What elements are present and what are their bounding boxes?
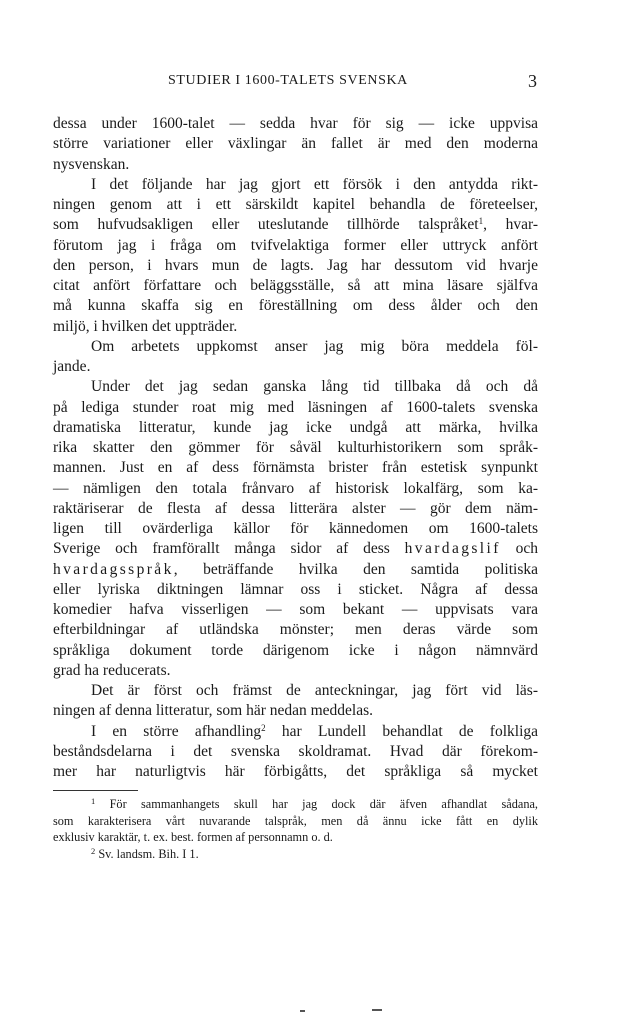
text-line: den person, i hvars mun de lagts. Jag har dessutom vid hvarje	[53, 256, 538, 274]
text-line: komedier hafva visserligen — som bekant — uppvisats vara	[53, 601, 538, 618]
footnote-line: exklusiv karaktär, t. ex. best. formen af personnamn o. d.	[53, 830, 333, 845]
text-span: , hvar-	[483, 216, 538, 234]
running-title: STUDIER I 1600-TALETS SVENSKA	[168, 73, 408, 88]
text-line	[53, 539, 538, 559]
footnote-divider	[53, 790, 138, 791]
text-line: Om arbetets uppkomst anser jag mig böra meddela föl-	[91, 337, 538, 355]
text-line: miljö, i hvilken det uppträder.	[53, 317, 238, 335]
text-span: I en större afhandling	[91, 722, 262, 740]
text-line: I det följande har jag gjort ett försök i den antydda rikt-	[91, 175, 538, 193]
footnote-marker: 1	[91, 796, 96, 806]
footnotes	[53, 796, 538, 862]
spaced-emphasis: hvardagsspråk	[53, 560, 174, 578]
footnote-text: För sammanhangets skull har jag dock där äfven afhandlat sådana,	[109, 797, 539, 811]
text-line: eller lyriska diktningen lämnar oss i sticket. Några af dessa	[53, 580, 538, 598]
text-line: mannen. Just en af dess förnämsta brister från estetisk synpunkt	[53, 459, 538, 477]
footnote-ref: 1	[478, 216, 484, 227]
footnote-text: Sv. landsm. Bih. I 1.	[98, 846, 199, 861]
text-line	[53, 215, 538, 235]
footnote-line	[53, 796, 538, 813]
text-span: och	[515, 540, 539, 558]
text-line: ningen af denna litteratur, som här nedan meddelas.	[53, 702, 374, 720]
text-line: förutom jag i fråga om tvifvelaktiga former eller uttryck anfört	[53, 236, 538, 254]
text-span: , beträffande hvilka den samtida politiska	[173, 560, 538, 578]
spaced-emphasis: hvardagslif	[404, 540, 501, 558]
text-line: Under det jag sedan ganska lång tid tillbaka då och då	[91, 378, 538, 396]
text-line: nysvenskan.	[53, 155, 130, 173]
text-line: ningen genom att i ett särskildt kapitel behandla de företeelser,	[53, 196, 538, 213]
text-line: beståndsdelarna i det svenska skoldramat. Hvad där förekom-	[53, 742, 538, 760]
text-line: språkliga dokument torde därigenom icke i någon nämnvärd	[53, 641, 538, 659]
scan-speck	[372, 1009, 382, 1011]
footnote-line	[53, 846, 538, 863]
text-line: efterbildningar af utländska mönster; men deras värde som	[53, 621, 538, 639]
text-line: grad ha reducerats.	[53, 661, 171, 679]
text-line: dessa under 1600-talet — sedda hvar för sig — icke uppvisa	[53, 115, 538, 132]
text-line: rika skatter den gömmer för såväl kulturhistorikern som språk-	[53, 439, 538, 456]
body-text	[53, 114, 538, 782]
text-line: ligen till ovärderliga källor för kännedomen om 1600-talets	[53, 520, 538, 537]
text-span: som hufvudsakligen eller uteslutande tillhörde talspråket	[53, 216, 479, 234]
text-span: Sverige och framförallt många sidor af dess	[53, 540, 390, 558]
text-span: har Lundell behandlat de folkliga	[265, 722, 539, 740]
running-head	[0, 73, 624, 97]
footnote-marker: 2	[91, 845, 96, 856]
footnote-line: som karakterisera vårt nuvarande talspråk, men då ännu icke fått en dylik	[53, 813, 538, 828]
text-line: större variationer eller växlingar än fallet är med den moderna	[53, 135, 538, 153]
text-line: på lediga stunder roat mig med läsningen af 1600-talets svenska	[53, 398, 538, 416]
text-line: må kunna skaffa sig en föreställning om dess ålder och den	[53, 297, 538, 315]
text-line: jande.	[53, 358, 91, 375]
page-number: 3	[528, 71, 537, 91]
text-line: mer har naturligtvis här förbigåtts, det språkliga så mycket	[53, 763, 538, 780]
text-line	[53, 560, 538, 580]
text-line: raktäriserar de flesta af dessa litterära alster — gör dem näm-	[53, 499, 538, 517]
text-line: citat anfört författare och beläggsställe, så att mina läsare själfva	[53, 277, 538, 294]
text-line: Det är först och främst de anteckningar, jag fört vid läs-	[91, 682, 538, 699]
text-line	[53, 722, 538, 742]
scan-speck	[300, 1010, 305, 1012]
footnote-ref: 2	[261, 722, 266, 733]
text-line: dramatiska litteratur, kunde jag icke undgå att märka, hvilka	[53, 418, 538, 436]
text-line: — nämligen den totala frånvaro af historisk lokalfärg, som ka-	[53, 479, 538, 497]
